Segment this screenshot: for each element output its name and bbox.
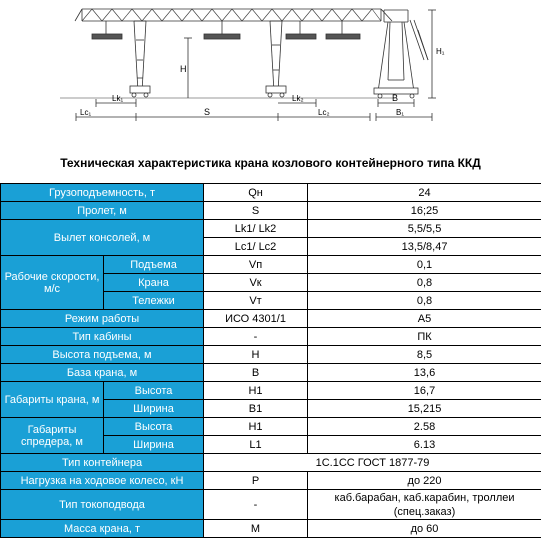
row-sublabel: Подъема <box>104 256 204 274</box>
row-symbol: H1 <box>204 418 308 436</box>
row-label: Вылет консолей, м <box>1 220 204 256</box>
row-symbol: - <box>204 328 308 346</box>
row-value: A5 <box>308 310 541 328</box>
row-sublabel: Ширина <box>104 400 204 418</box>
row-value: 24 <box>308 184 541 202</box>
row-value: 13,6 <box>308 364 541 382</box>
label-lc-right: Lc₂ <box>318 108 330 117</box>
table-row <box>1 328 541 346</box>
row-sublabel: Высота <box>104 382 204 400</box>
row-value: ПК <box>308 328 541 346</box>
row-symbol: Lc1/ Lc2 <box>204 238 308 256</box>
label-lk-left: Lk₁ <box>112 94 123 103</box>
label-lk-right: Lk₂ <box>292 94 304 103</box>
row-value: каб.барабан, каб.карабин, троллеи (спец.заказ) <box>308 490 541 520</box>
label-h1: H₁ <box>436 47 445 56</box>
label-h: H <box>180 64 187 74</box>
row-symbol: S <box>204 202 308 220</box>
row-symbol: Vт <box>204 292 308 310</box>
row-sublabel: Крана <box>104 274 204 292</box>
crane-schematic <box>0 0 541 150</box>
crane-drawing <box>0 0 541 150</box>
row-label: Высота подъема, м <box>1 346 204 364</box>
table-row <box>1 382 541 400</box>
spec-table <box>0 183 541 538</box>
row-value: 1С.1СС ГОСТ 1877-79 <box>204 454 541 472</box>
row-symbol: Lk1/ Lk2 <box>204 220 308 238</box>
label-b: B <box>392 93 398 103</box>
row-symbol: H1 <box>204 382 308 400</box>
row-label: Нагрузка на ходовое колесо, кН <box>1 472 204 490</box>
row-sublabel: Высота <box>104 418 204 436</box>
table-row <box>1 256 541 274</box>
row-symbol: M <box>204 520 308 538</box>
row-symbol: Vк <box>204 274 308 292</box>
left-leg <box>130 21 150 97</box>
row-symbol: B1 <box>204 400 308 418</box>
label-lc-left: Lc₁ <box>80 108 91 117</box>
row-symbol: B <box>204 364 308 382</box>
table-row <box>1 520 541 538</box>
table-row <box>1 418 541 436</box>
table-row <box>1 184 541 202</box>
table-row <box>1 472 541 490</box>
row-sublabel: Ширина <box>104 436 204 454</box>
row-value: 2.58 <box>308 418 541 436</box>
table-row <box>1 364 541 382</box>
row-value: 16,7 <box>308 382 541 400</box>
row-value: 0,8 <box>308 292 541 310</box>
row-symbol: P <box>204 472 308 490</box>
label-b1: B₁ <box>396 108 404 117</box>
row-value: 13,5/8,47 <box>308 238 541 256</box>
row-label: Режим работы <box>1 310 204 328</box>
table-row <box>1 202 541 220</box>
row-label: Тип кабины <box>1 328 204 346</box>
row-value: 0,8 <box>308 274 541 292</box>
row-label: Тип токоподвода <box>1 490 204 520</box>
row-symbol: H <box>204 346 308 364</box>
row-value: до 60 <box>308 520 541 538</box>
side-view <box>374 10 428 98</box>
row-value: 6.13 <box>308 436 541 454</box>
row-label: Габариты крана, м <box>1 382 104 418</box>
row-label: Тип контейнера <box>1 454 204 472</box>
row-value: 15,215 <box>308 400 541 418</box>
row-label: База крана, м <box>1 364 204 382</box>
table-row <box>1 346 541 364</box>
right-leg <box>266 21 286 97</box>
table-row <box>1 310 541 328</box>
row-label: Грузоподъемность, т <box>1 184 204 202</box>
row-value: 0,1 <box>308 256 541 274</box>
row-symbol: Vп <box>204 256 308 274</box>
girder-truss <box>75 9 392 21</box>
row-value: до 220 <box>308 472 541 490</box>
label-s: S <box>204 107 210 117</box>
row-label: Рабочие скорости, м/с <box>1 256 104 310</box>
row-label: Пролет, м <box>1 202 204 220</box>
row-value: 5,5/5,5 <box>308 220 541 238</box>
table-row <box>1 490 541 520</box>
row-sublabel: Тележки <box>104 292 204 310</box>
row-label: Габариты спредера, м <box>1 418 104 454</box>
row-value: 16;25 <box>308 202 541 220</box>
row-value: 8,5 <box>308 346 541 364</box>
row-label: Масса крана, т <box>1 520 204 538</box>
row-symbol: Qн <box>204 184 308 202</box>
table-row <box>1 454 541 472</box>
table-title: Техническая характеристика крана козлового контейнерного типа ККД <box>0 156 541 170</box>
h1-dimension <box>428 10 436 98</box>
row-symbol: L1 <box>204 436 308 454</box>
table-row <box>1 220 541 238</box>
spreaders <box>92 21 360 39</box>
row-symbol: ИСО 4301/1 <box>204 310 308 328</box>
row-symbol: - <box>204 490 308 520</box>
